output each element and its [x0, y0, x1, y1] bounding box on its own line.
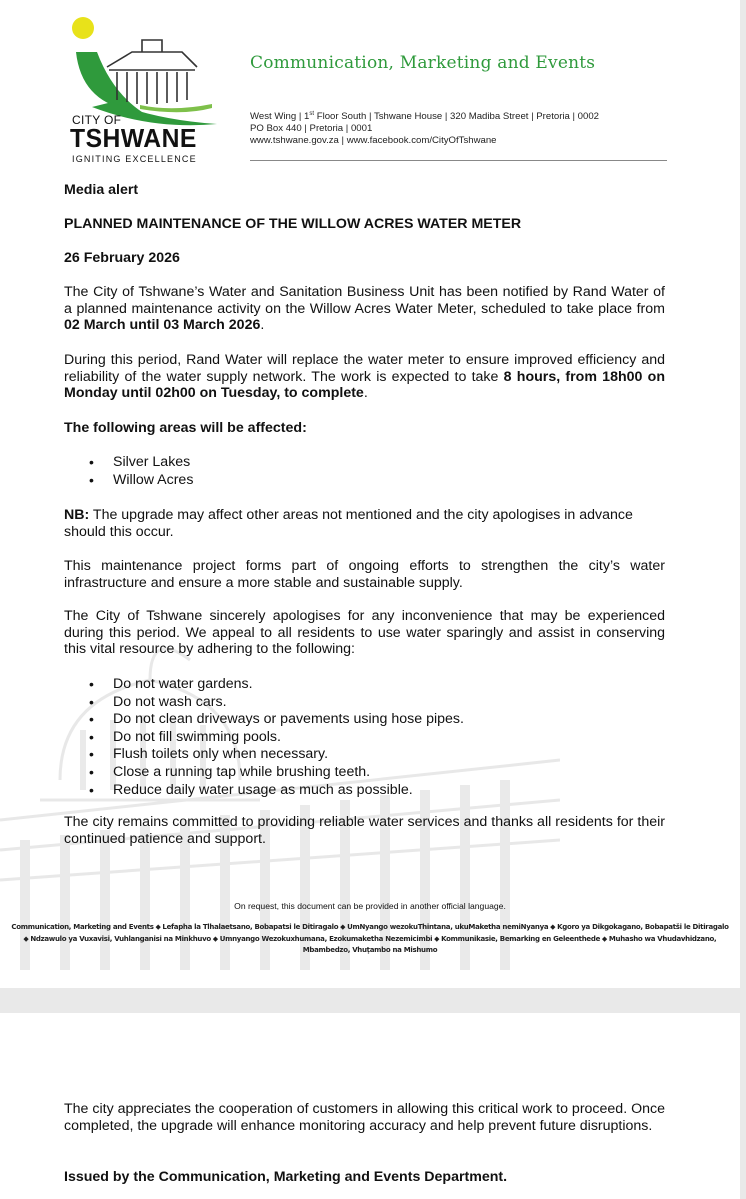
address-line-2: PO Box 440 | Pretoria | 0001: [250, 123, 373, 135]
list-item: • Do not fill swimming pools.: [89, 729, 464, 747]
paragraph-project: This maintenance project forms part of ongoing efforts to strengthen the city’s water infrastructure and ensure a more stable and sustainable supply.: [64, 558, 665, 591]
document-date: 26 February 2026: [64, 250, 180, 266]
affected-areas-list: [89, 454, 193, 489]
list-item: • Willow Acres: [89, 472, 193, 490]
issued-by: Issued by the Communication, Marketing and Events Department.: [64, 1169, 508, 1185]
list-item: • Do not water gardens.: [89, 676, 464, 694]
paragraph-commitment: The city remains committed to providing reliable water services and thanks all residents for their continued patience and support.: [64, 814, 665, 847]
paragraph-notification: The City of Tshwane’s Water and Sanitation Business Unit has been notified by Rand Water of a planned maintenance activity on the Willow Acres Water Meter, scheduled to take place from 02 March until 03 March 2026.: [64, 284, 665, 333]
conservation-tips-list: [89, 676, 464, 799]
header-divider: [250, 160, 667, 161]
paragraph-work-details: During this period, Rand Water will replace the water meter to ensure improved efficiency and reliability of the water supply network. The work is expected to take 8 hours, from 18h00 on Monday until 02h00 on Tuesday, to complete.: [64, 352, 665, 401]
website-links[interactable]: www.tshwane.gov.za | www.facebook.com/CityOfTshwane: [250, 135, 497, 147]
logo-tagline: IGNITING EXCELLENCE: [72, 154, 197, 164]
list-item: • Silver Lakes: [89, 454, 193, 472]
language-note: On request, this document can be provided in another official language.: [234, 901, 506, 911]
list-item: • Do not wash cars.: [89, 694, 464, 712]
document-title: PLANNED MAINTENANCE OF THE WILLOW ACRES WATER METER: [64, 216, 522, 232]
paragraph-appreciation: The city appreciates the cooperation of customers in allowing this critical work to proceed. Once completed, the upgrade will enhance monitoring accuracy and help prevent future disruptions.: [64, 1101, 665, 1134]
nb-note: NB: The upgrade may affect other areas not mentioned and the city apologises in advance should this occur.: [64, 507, 633, 540]
affected-areas-heading: The following areas will be affected:: [64, 420, 307, 436]
paragraph-apology: The City of Tshwane sincerely apologises for any inconvenience that may be experienced during this period. We appeal to all residents to use water sparingly and assist in conserving this vital resource by adhering to the following:: [64, 608, 665, 657]
list-item: • Close a running tap while brushing teeth.: [89, 764, 464, 782]
address-line-1: West Wing | 1st Floor South | Tshwane House | 320 Madiba Street | Pretoria | 0002: [250, 111, 600, 123]
document-type-label: Media alert: [64, 182, 139, 198]
logo-city-name: TSHWANE: [70, 123, 197, 153]
document-page-2: [0, 1013, 740, 1199]
list-item: • Do not clean driveways or pavements using hose pipes.: [89, 711, 464, 729]
logo-city-of-text: CITY OF: [72, 113, 122, 127]
list-item: • Reduce daily water usage as much as possible.: [89, 782, 464, 800]
department-translations: Communication, Marketing and Events ⬥ Lefapha la Tlhalaetsano, Bobapatsi le Ditiragalo ⬥ UmNyango wezokuThintana, ukuMaketha nemiNyanya ⬥ Kgoro ya Dikgokagano, Bobapatši le Ditiragalo ⬥ Ndzawulo ya Vuxavisi, Vuhlanganisi na Minkhuvo ⬥ Umnyango Wezokuxhumana, Ezokumaketha Nezemicimbi ⬥ Kommunikasie, Bemarking en Geleenthede ⬥ Muhasho wa Vhudavhidzano, Mbambedzo, Vhuṭambo na Mishumo: [11, 923, 729, 954]
department-title: Communication, Marketing and Events: [250, 53, 596, 73]
list-item: • Flush toilets only when necessary.: [89, 746, 464, 764]
address-block: [250, 108, 599, 147]
